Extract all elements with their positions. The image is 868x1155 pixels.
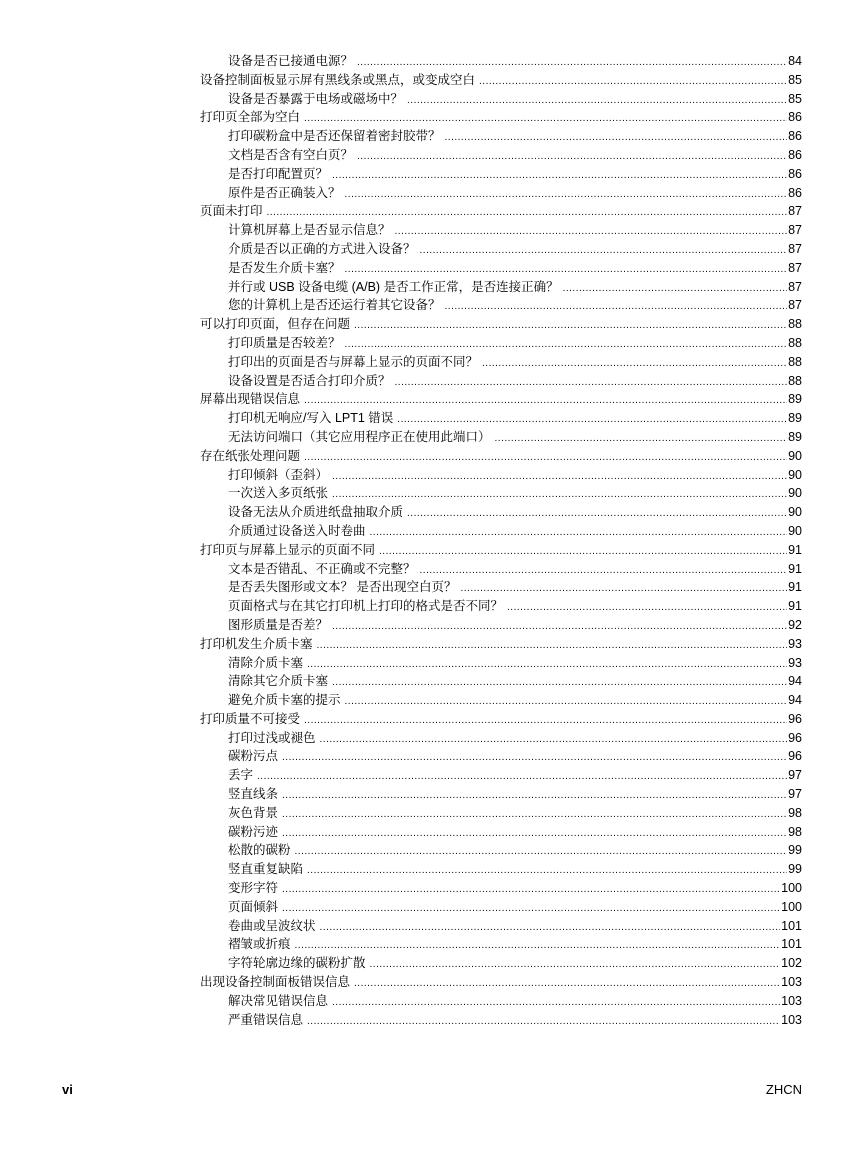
toc-entry-title: 是否发生介质卡塞？: [228, 260, 341, 275]
toc-page-number: 97: [788, 787, 802, 802]
toc-entry-title: 设备控制面板显示屏有黑线条或黑点，或变成空白: [200, 72, 476, 87]
toc-entry-title: 原件是否正确装入？: [228, 185, 341, 200]
toc-subsection-entry[interactable]: [200, 503, 802, 522]
dot-leader: [407, 92, 787, 109]
dot-leader: [307, 656, 787, 673]
dot-leader: [282, 881, 780, 898]
toc-page-number: 103: [781, 993, 802, 1008]
toc-entry-title: 碳粉污迹: [228, 824, 279, 839]
toc-entry-title: 可以打印页面，但存在问题: [200, 317, 351, 332]
dot-leader: [304, 712, 787, 729]
toc-entry-title: 打印倾斜（歪斜）: [228, 467, 329, 482]
toc-subsection-entry[interactable]: [200, 992, 802, 1011]
toc-subsection-entry[interactable]: [200, 466, 802, 485]
toc-entry-title: 设备是否已接通电源？: [228, 54, 354, 68]
toc-entry-title: 打印过浅或褪色: [228, 730, 316, 745]
toc-entry-title: 是否打印配置页？: [228, 166, 329, 181]
toc-page-number: 91: [788, 580, 802, 595]
toc-page-number: 89: [788, 411, 802, 426]
dot-leader: [445, 129, 788, 146]
toc-subsection-entry[interactable]: [200, 127, 802, 146]
table-of-contents: [200, 52, 802, 1029]
toc-entry-title: 打印机发生介质卡塞: [200, 636, 313, 651]
dot-leader: [482, 355, 787, 372]
toc-entry-title: 设备无法从介质进纸盘抽取介质: [228, 505, 404, 520]
toc-page-number: 92: [788, 617, 802, 632]
dot-leader: [332, 674, 787, 691]
toc-page-number: 94: [788, 674, 802, 689]
toc-page-number: 103: [781, 975, 802, 990]
toc-entry-title: 计算机屏幕上是否显示信息？: [228, 223, 391, 238]
toc-subsection-entry[interactable]: [200, 278, 802, 297]
toc-subsection-entry[interactable]: [200, 729, 802, 748]
dot-leader: [295, 843, 788, 860]
toc-entry-title: 严重错误信息: [228, 1012, 304, 1027]
toc-subsection-entry[interactable]: [200, 616, 802, 635]
dot-leader: [332, 994, 780, 1011]
toc-subsection-entry[interactable]: [200, 860, 802, 879]
toc-entry-title: 文档是否含有空白页？: [228, 147, 354, 162]
toc-subsection-entry[interactable]: [200, 372, 802, 391]
toc-entry-title: 介质是否以正确的方式进入设备？: [228, 241, 416, 256]
toc-subsection-entry[interactable]: [200, 240, 802, 259]
dot-leader: [295, 937, 781, 954]
toc-entry-title: 打印页全部为空白: [200, 110, 301, 125]
toc-entry-title: 丢字: [228, 768, 254, 783]
toc-page-number: 97: [788, 768, 802, 783]
toc-page-number: 94: [788, 693, 802, 708]
toc-subsection-entry[interactable]: [200, 898, 802, 917]
toc-entry-title: 灰色背景: [228, 805, 279, 820]
toc-page-number: 86: [788, 147, 802, 162]
toc-subsection-entry[interactable]: [200, 823, 802, 842]
dot-leader: [354, 975, 780, 992]
toc-page-number: 85: [788, 91, 802, 106]
toc-page-number: 87: [788, 223, 802, 238]
toc-page-number: 96: [788, 749, 802, 764]
toc-page-number: 99: [788, 843, 802, 858]
toc-page-number: 87: [788, 204, 802, 219]
toc-entry-title: 字符轮廓边缘的碳粉扩散: [228, 956, 366, 971]
dot-leader: [357, 148, 787, 165]
dot-leader: [307, 862, 787, 879]
toc-entry-title: 页面倾斜: [228, 899, 279, 914]
toc-entry-title: 卷曲或呈波纹状: [228, 918, 316, 933]
toc-subsection-entry[interactable]: [200, 917, 802, 936]
dot-leader: [332, 468, 787, 485]
toc-page-number: 90: [788, 486, 802, 501]
toc-page-number: 101: [781, 918, 802, 933]
toc-subsection-entry[interactable]: [200, 560, 802, 579]
dot-leader: [379, 543, 787, 560]
toc-entry-title: 一次送入多页纸张: [228, 486, 329, 501]
dot-leader: [282, 825, 787, 842]
toc-subsection-entry[interactable]: [200, 522, 802, 541]
toc-entry-title: 清除介质卡塞: [228, 655, 304, 670]
toc-subsection-entry[interactable]: [200, 654, 802, 673]
toc-entry-title: 设备设置是否适合打印介质？: [228, 373, 391, 388]
toc-subsection-entry[interactable]: [200, 597, 802, 616]
dot-leader: [304, 110, 787, 127]
dot-leader: [507, 599, 787, 616]
toc-page-number: 86: [788, 166, 802, 181]
dot-leader: [332, 486, 787, 503]
toc-page-number: 98: [788, 805, 802, 820]
toc-subsection-entry[interactable]: [200, 221, 802, 240]
dot-leader: [257, 768, 787, 785]
toc-entry-title: 无法访问端口（其它应用程序正在使用此端口）: [228, 429, 491, 444]
dot-leader: [267, 204, 788, 221]
toc-entry-title: 竖直线条: [228, 787, 279, 802]
toc-subsection-entry[interactable]: [200, 334, 802, 353]
toc-page-number: 91: [788, 599, 802, 614]
dot-leader: [304, 392, 787, 409]
dot-leader: [320, 919, 781, 936]
dot-leader: [563, 280, 788, 297]
toc-entry-title: 变形字符: [228, 881, 279, 896]
toc-page-number: 90: [788, 467, 802, 482]
dot-leader: [460, 580, 787, 597]
toc-page-number: 88: [788, 317, 802, 332]
toc-page-number: 93: [788, 655, 802, 670]
toc-subsection-entry[interactable]: [200, 353, 802, 372]
dot-leader: [282, 749, 787, 766]
toc-section-entry[interactable]: [200, 315, 802, 334]
toc-entry-title: 您的计算机上是否还运行着其它设备？: [228, 298, 441, 313]
toc-entry-title: 设备是否暴露于电场或磁场中？: [228, 91, 404, 106]
dot-leader: [370, 956, 781, 973]
dot-leader: [332, 618, 787, 635]
dot-leader: [320, 731, 788, 748]
toc-subsection-entry[interactable]: [200, 259, 802, 278]
toc-subsection-entry[interactable]: [200, 1011, 802, 1030]
dot-leader: [407, 505, 787, 522]
toc-page-number: 86: [788, 129, 802, 144]
toc-subsection-entry[interactable]: [200, 672, 802, 691]
toc-subsection-entry[interactable]: [200, 747, 802, 766]
toc-entry-title: 页面未打印: [200, 204, 263, 219]
toc-subsection-entry[interactable]: [200, 578, 802, 597]
toc-section-entry[interactable]: [200, 71, 802, 90]
toc-page-number: 90: [788, 448, 802, 463]
toc-entry-title: 打印质量是否较差？: [228, 335, 341, 350]
dot-leader: [304, 449, 787, 466]
toc-entry-title: 打印页与屏幕上显示的页面不同: [200, 542, 376, 557]
toc-entry-title: 松散的碳粉: [228, 843, 291, 858]
toc-entry-title: 是否丢失图形或文本？ 是否出现空白页？: [228, 580, 457, 595]
toc-page-number: 88: [788, 335, 802, 350]
dot-leader: [354, 317, 787, 334]
toc-subsection-entry[interactable]: [200, 296, 802, 315]
toc-page-number: 91: [788, 561, 802, 576]
toc-subsection-entry[interactable]: [200, 165, 802, 184]
dot-leader: [282, 806, 787, 823]
dot-leader: [420, 242, 788, 259]
toc-section-entry[interactable]: [200, 635, 802, 654]
toc-subsection-entry[interactable]: [200, 785, 802, 804]
dot-leader: [345, 186, 788, 203]
toc-page-number: 96: [788, 711, 802, 726]
dot-leader: [495, 430, 788, 447]
toc-page-number: 100: [781, 899, 802, 914]
toc-section-entry[interactable]: [200, 390, 802, 409]
toc-subsection-entry[interactable]: [200, 691, 802, 710]
toc-page-number: 88: [788, 354, 802, 369]
toc-subsection-entry[interactable]: [200, 804, 802, 823]
toc-section-entry[interactable]: [200, 108, 802, 127]
toc-page-number: 90: [788, 523, 802, 538]
toc-section-entry[interactable]: [200, 710, 802, 729]
toc-subsection-entry[interactable]: [200, 484, 802, 503]
toc-page-number: 87: [788, 241, 802, 256]
toc-page-number: 90: [788, 505, 802, 520]
dot-leader: [345, 261, 788, 278]
dot-leader: [332, 167, 787, 184]
toc-subsection-entry[interactable]: [200, 954, 802, 973]
dot-leader: [479, 73, 787, 90]
dot-leader: [317, 637, 788, 654]
toc-section-entry[interactable]: [200, 973, 802, 992]
toc-subsection-entry[interactable]: [200, 935, 802, 954]
dot-leader: [345, 336, 788, 353]
toc-entry-title: 打印质量不可接受: [200, 711, 301, 726]
locale-code-footer: ZHCN: [765, 1082, 802, 1097]
toc-page-number: 93: [788, 636, 802, 651]
toc-entry-title: 文本是否错乱、不正确或不完整？: [228, 561, 416, 576]
dot-leader: [420, 562, 788, 579]
toc-subsection-entry[interactable]: [200, 90, 802, 109]
toc-page-number: 86: [788, 185, 802, 200]
toc-entry-title: 存在纸张处理问题: [200, 448, 301, 463]
toc-page-number: 87: [788, 279, 802, 294]
toc-entry-title: 打印出的页面是否与屏幕上显示的页面不同？: [228, 354, 479, 369]
dot-leader: [282, 900, 780, 917]
toc-entry-title: 清除其它介质卡塞: [228, 674, 329, 689]
toc-page-number: 87: [788, 298, 802, 313]
toc-subsection-entry[interactable]: [200, 52, 802, 71]
toc-subsection-entry[interactable]: [200, 841, 802, 860]
toc-subsection-entry[interactable]: [200, 146, 802, 165]
toc-entry-title: 出现设备控制面板错误信息: [200, 975, 351, 990]
toc-entry-title: 解决常见错误信息: [228, 993, 329, 1008]
toc-entry-title: 屏幕出现错误信息: [200, 392, 301, 407]
toc-page-number: 96: [788, 730, 802, 745]
toc-entry-title: 碳粉污点: [228, 749, 279, 764]
toc-page-number: 91: [788, 542, 802, 557]
page-number-footer: vi: [62, 1082, 73, 1097]
dot-leader: [370, 524, 788, 541]
dot-leader: [345, 693, 788, 710]
dot-leader: [357, 54, 787, 71]
toc-section-entry[interactable]: [200, 202, 802, 221]
toc-page-number: 102: [781, 956, 802, 971]
toc-page-number: 86: [788, 110, 802, 125]
dot-leader: [307, 1013, 780, 1030]
toc-entry-title: 图形质量是否差？: [228, 617, 329, 632]
toc-page-number: 88: [788, 373, 802, 388]
dot-leader: [445, 298, 788, 315]
toc-page-number: 100: [781, 881, 802, 896]
toc-page-number: 89: [788, 429, 802, 444]
toc-page-number: 98: [788, 824, 802, 839]
toc-entry-title: 避免介质卡塞的提示: [228, 693, 341, 708]
toc-page-number: 103: [781, 1012, 802, 1027]
dot-leader: [395, 223, 788, 240]
toc-page-number: 89: [788, 392, 802, 407]
toc-section-entry[interactable]: [200, 447, 802, 466]
toc-entry-title: 打印机无响应/写入 LPT1 错误: [228, 411, 394, 426]
dot-leader: [282, 787, 787, 804]
toc-page-number: 84: [788, 54, 802, 68]
toc-page-number: 87: [788, 260, 802, 275]
toc-section-entry[interactable]: [200, 541, 802, 560]
dot-leader: [395, 374, 788, 391]
toc-entry-title: 打印碳粉盒中是否还保留着密封胶带？: [228, 129, 441, 144]
toc-entry-title: 竖直重复缺陷: [228, 862, 304, 877]
toc-page-number: 85: [788, 72, 802, 87]
toc-subsection-entry[interactable]: [200, 766, 802, 785]
dot-leader: [397, 411, 787, 428]
toc-entry-title: 褶皱或折痕: [228, 937, 291, 952]
toc-entry-title: 并行或 USB 设备电缆 (A/B) 是否工作正常，是否连接正确？: [228, 279, 559, 294]
toc-entry-title: 页面格式与在其它打印机上打印的格式是否不同？: [228, 599, 504, 614]
toc-subsection-entry[interactable]: [200, 409, 802, 428]
toc-page-number: 99: [788, 862, 802, 877]
toc-subsection-entry[interactable]: [200, 879, 802, 898]
toc-subsection-entry[interactable]: [200, 184, 802, 203]
toc-subsection-entry[interactable]: [200, 428, 802, 447]
toc-entry-title: 介质通过设备送入时卷曲: [228, 523, 366, 538]
toc-page-number: 101: [781, 937, 802, 952]
